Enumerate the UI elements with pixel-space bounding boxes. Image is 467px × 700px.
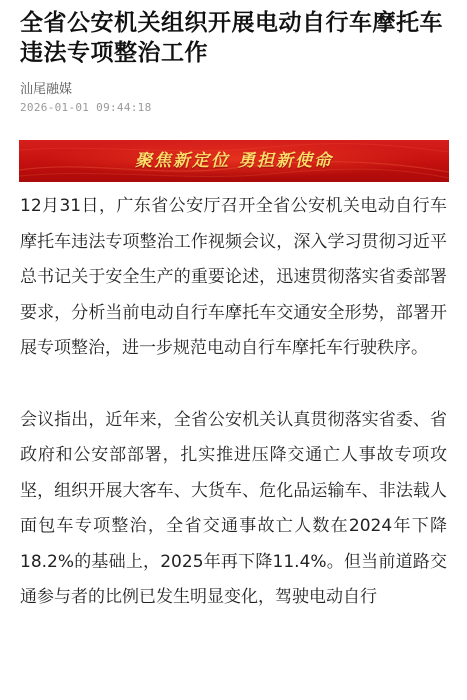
article-body: [20, 189, 447, 616]
article-paragraph: 会议指出，近年来，全省公安机关认真贯彻落实省委、省政府和公安部部署，扎实推进压降交通亡人事故专项攻坚，组织开展大客车、大货车、危化品运输车、非法载人面包车专项整治，全省交通事故亡人数在2024年下降18.2%的基础上，2025年再下降11.4%。但当前道路交通参与者的比例已发生明显变化，驾驶电动自行: [20, 409, 447, 607]
slogan-banner: [19, 140, 449, 182]
article-paragraph: 12月31日，广东省公安厅召开全省公安机关电动自行车摩托车违法专项整治工作视频会议，深入学习贯彻习近平总书记关于安全生产的重要论述，迅速贯彻落实省委部署要求，分析当前电动自行车摩托车交通安全形势，部署开展专项整治，进一步规范电动自行车摩托车行驶秩序。: [20, 196, 447, 358]
publish-datetime: 2026-01-01 09:44:18: [20, 101, 152, 114]
article-title: 全省公安机关组织开展电动自行车摩托车违法专项整治工作: [20, 10, 443, 66]
article-source[interactable]: 汕尾融媒: [20, 82, 73, 97]
banner-slogan: 聚焦新定位 勇担新使命: [135, 151, 333, 171]
